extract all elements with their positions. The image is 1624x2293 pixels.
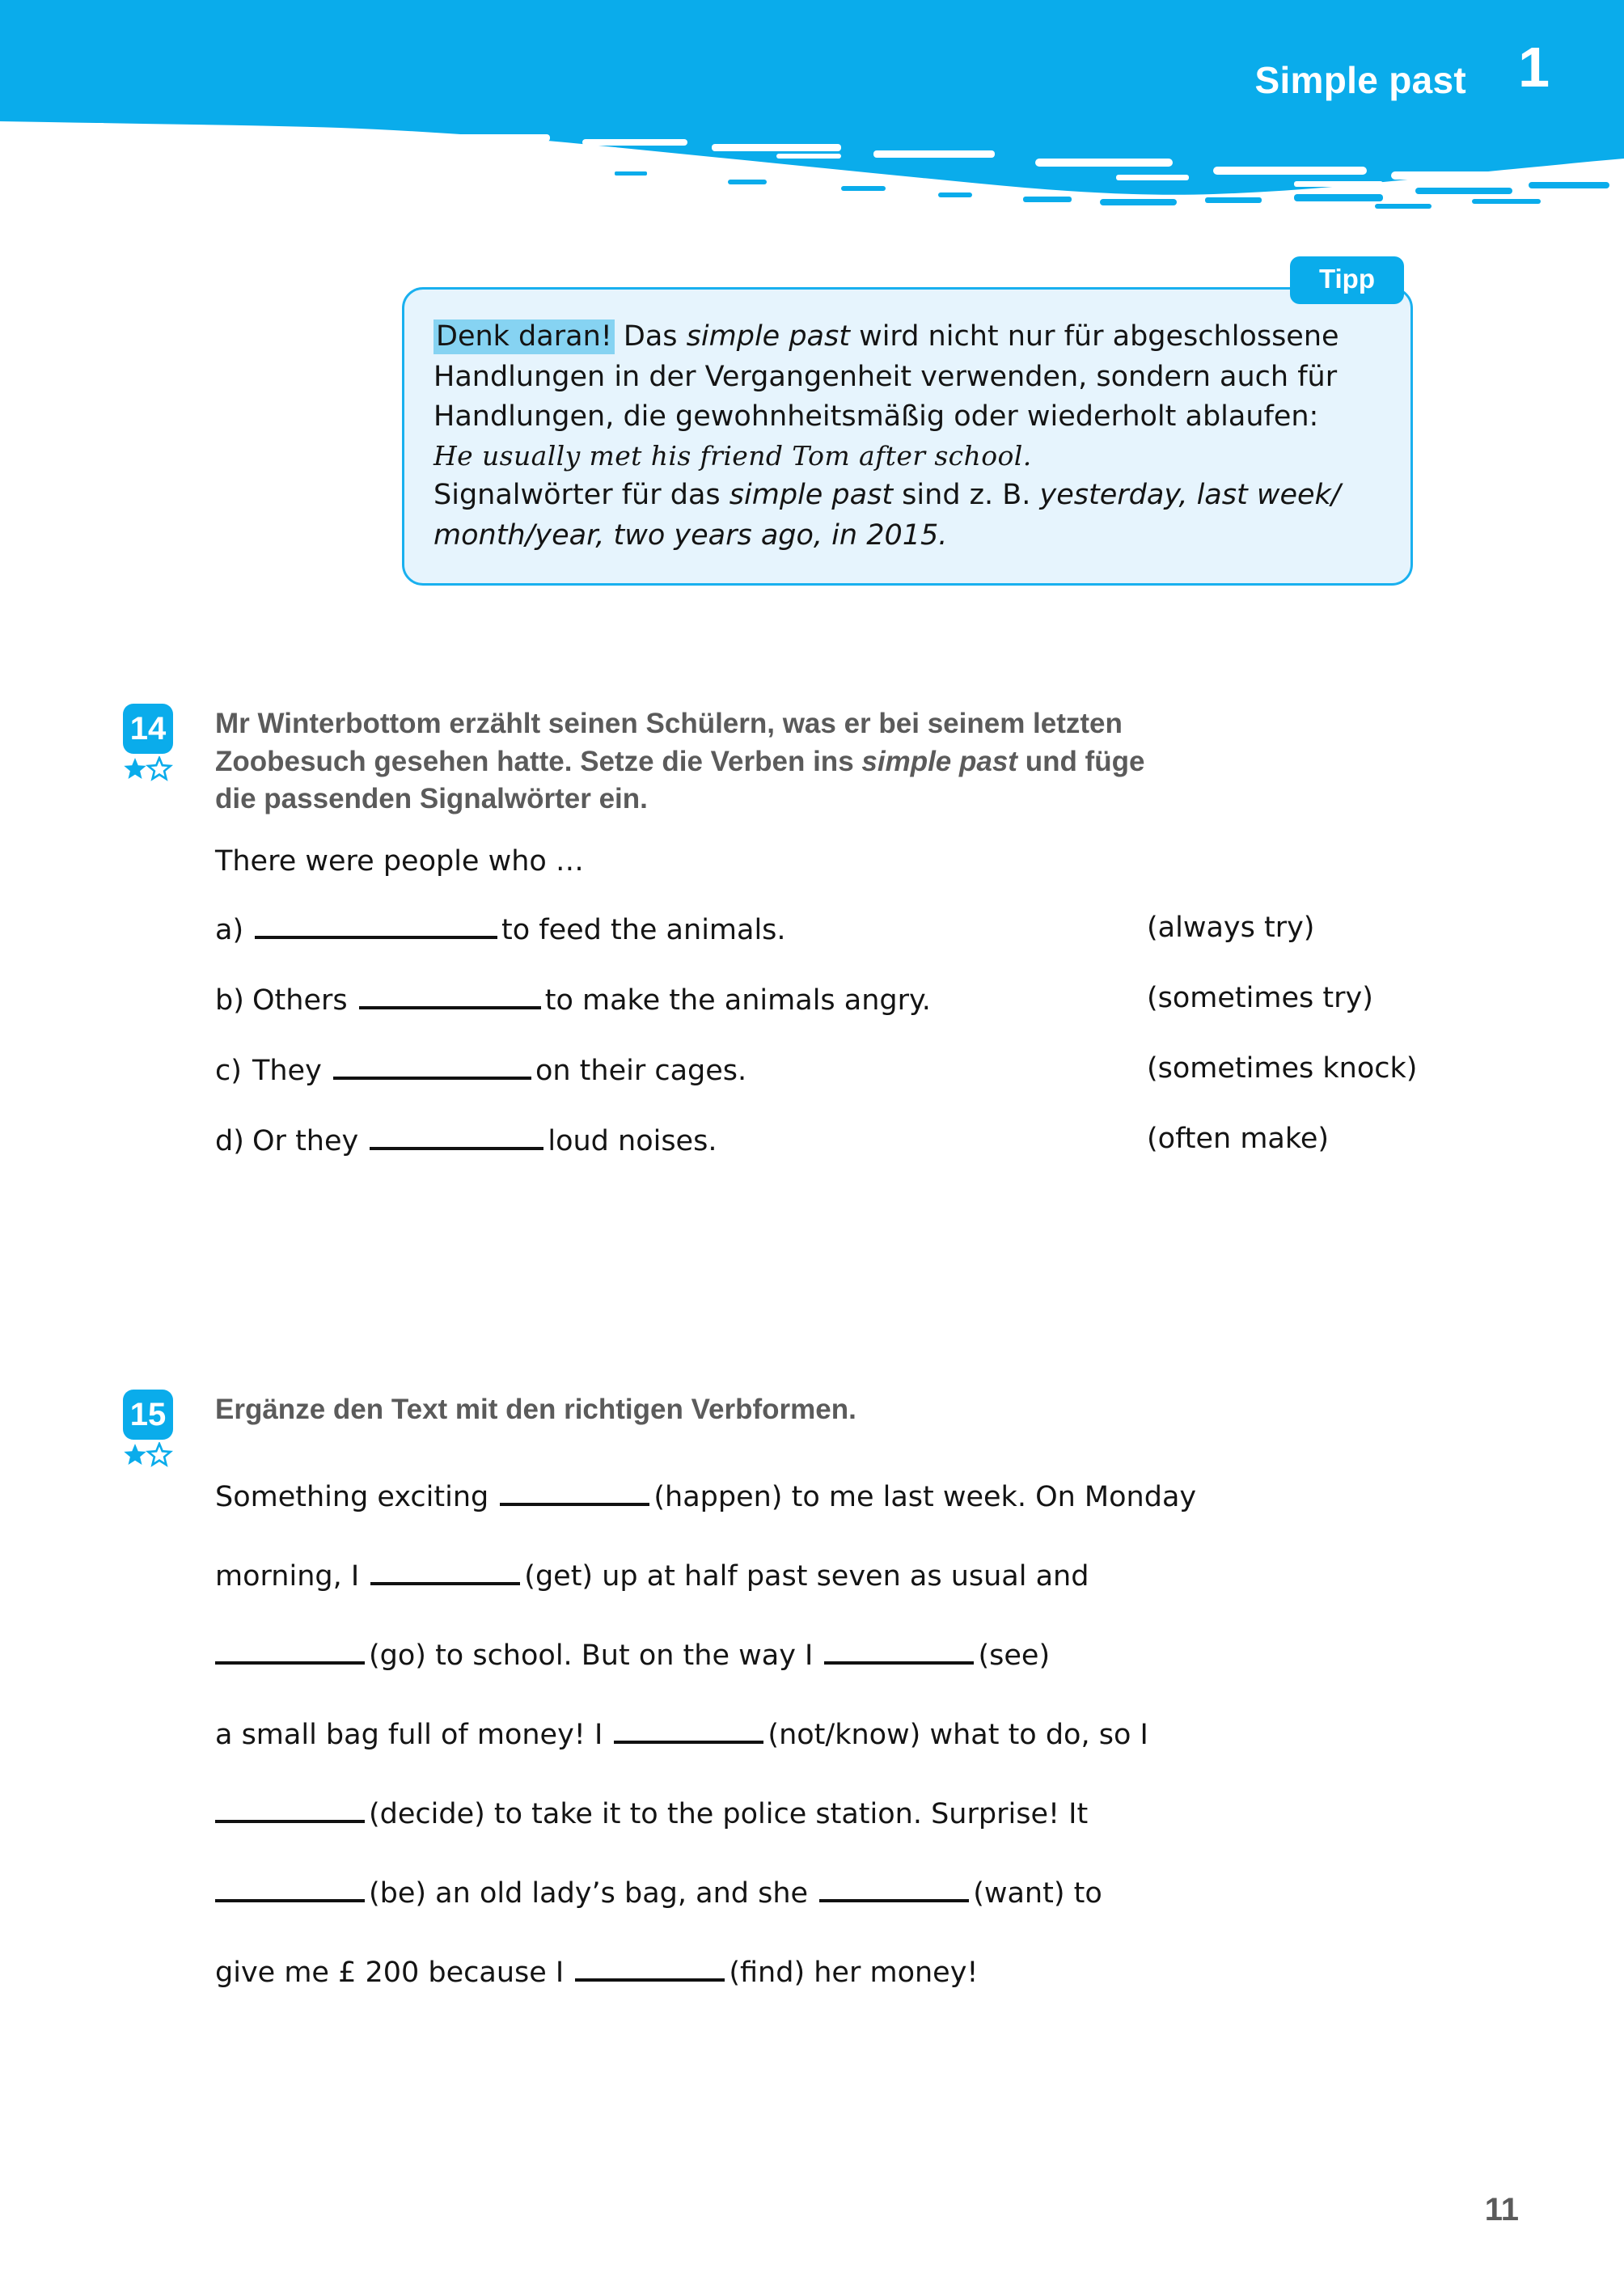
l2-s1: morning, I: [215, 1560, 369, 1593]
l7-blank-1[interactable]: [575, 1954, 725, 1982]
exercise-14-heading: [215, 705, 1364, 819]
tipp-l5-italic2: yesterday, last week/: [1039, 478, 1341, 511]
tipp-l5a: Signalwörter für das: [433, 478, 730, 511]
star-outline-icon: [148, 758, 170, 779]
ex14-h-italic: simple past: [861, 745, 1017, 777]
ex14-h-c: und füge: [1017, 745, 1145, 777]
exercise-15-number: 15: [123, 1390, 173, 1440]
exercise-15-difficulty-stars: [123, 1442, 173, 1468]
item-a-hint: (always try): [1147, 912, 1315, 944]
l7-s1: give me £ 200 because I: [215, 1957, 573, 1989]
l6-s2: (be) an old lady’s bag, and she: [369, 1877, 818, 1910]
l6-s4: (want) to: [973, 1877, 1102, 1910]
l3-s2: (go) to school. But on the way I: [369, 1639, 823, 1672]
l1-s3: (happen) to me last week. On Monday: [653, 1481, 1197, 1513]
tipp-line-1: [433, 317, 1378, 357]
exercise-14-body: [215, 845, 1428, 1175]
tipp-l5b: sind z. B.: [893, 478, 1040, 511]
exercise-15-line-3: [215, 1637, 1428, 1690]
item-d-label: d): [215, 1125, 244, 1157]
l2-s3: (get) up at half past seven as usual and: [524, 1560, 1089, 1593]
exercise-14-badge: [123, 704, 173, 782]
item-c-before: They: [252, 1055, 331, 1087]
l7-s3: (find) her money!: [729, 1957, 979, 1989]
exercise-14-heading-line3: die passenden Signalwörter ein.: [215, 783, 648, 815]
item-c-after: on their cages.: [535, 1055, 747, 1087]
item-c-label: c): [215, 1055, 242, 1087]
exercise-14-number: 14: [123, 704, 173, 754]
l1-s1: Something exciting: [215, 1481, 498, 1513]
item-a-blank[interactable]: [255, 912, 497, 939]
item-b-label: b): [215, 984, 244, 1017]
page-header: [0, 0, 1624, 218]
exercise-15-line-4: [215, 1716, 1428, 1770]
exercise-15-line-7: [215, 1954, 1428, 2007]
page-number: 11: [1484, 2192, 1519, 2227]
exercise-15-badge: [123, 1390, 173, 1468]
tipp-tab-label: Tipp: [1290, 256, 1404, 304]
star-filled-icon: [124, 1444, 146, 1465]
star-filled-icon: [124, 758, 146, 779]
tipp-line-2: Handlungen in der Vergangenheit verwenden, sondern auch für: [433, 360, 1338, 393]
page-title: Simple past: [1254, 59, 1466, 101]
tipp-l5-italic: simple past: [729, 478, 894, 511]
l5-blank-1[interactable]: [215, 1796, 365, 1823]
tipp-l1a: Das: [614, 320, 687, 353]
item-d-blank[interactable]: [370, 1123, 543, 1150]
ex14-h-b: Zoobesuch gesehen hatte. Setze die Verben ins: [215, 745, 862, 777]
l1-blank-1[interactable]: [500, 1479, 649, 1506]
exercise-14-item-b: [215, 982, 1428, 1034]
l6-blank-2[interactable]: [819, 1875, 969, 1902]
exercise-15-line-6: [215, 1875, 1428, 1928]
item-d-hint: (often make): [1147, 1123, 1330, 1155]
item-b-after: to make the animals angry.: [544, 984, 931, 1017]
tipp-line-3: Handlungen, die gewohnheitsmäßig oder wiederholt ablaufen:: [433, 400, 1319, 434]
item-d-after: loud noises.: [548, 1125, 717, 1157]
item-a-after: to feed the animals.: [501, 914, 786, 946]
chapter-number: 1: [1518, 36, 1550, 99]
star-outline-icon: [148, 1444, 170, 1465]
exercise-15-line-1: [215, 1479, 1428, 1532]
tipp-highlight: Denk daran!: [433, 319, 615, 354]
exercise-14-heading-line2: [215, 743, 1364, 781]
l2-blank-1[interactable]: [370, 1558, 520, 1585]
l6-blank-1[interactable]: [215, 1875, 365, 1902]
item-c-hint: (sometimes knock): [1147, 1052, 1418, 1085]
tipp-box-container: [402, 264, 1413, 586]
tipp-line-6: month/year, two years ago, in 2015.: [433, 518, 948, 552]
l3-blank-1[interactable]: [215, 1637, 365, 1665]
item-b-hint: (sometimes try): [1147, 982, 1373, 1014]
tipp-line-5: [433, 476, 1378, 516]
star-rating-icon: [123, 756, 173, 782]
tipp-box: [402, 287, 1413, 586]
exercise-15-body: [215, 1479, 1428, 2007]
item-d-before: Or they: [252, 1125, 368, 1157]
item-c-blank[interactable]: [333, 1052, 531, 1080]
exercise-14-difficulty-stars: [123, 756, 173, 782]
tipp-l1b: wird nicht nur für abgeschlossene: [849, 320, 1339, 353]
tipp-l1-italic: simple past: [686, 320, 850, 353]
exercise-14-item-c: [215, 1052, 1428, 1105]
item-b-blank[interactable]: [359, 982, 541, 1009]
star-rating-icon: [123, 1442, 173, 1468]
l4-blank-1[interactable]: [614, 1716, 763, 1744]
l5-s2: (decide) to take it to the police station. Surprise! It: [369, 1798, 1089, 1830]
item-a-label: a): [215, 914, 244, 946]
exercise-14-item-d: [215, 1123, 1428, 1175]
l3-blank-2[interactable]: [824, 1637, 974, 1665]
tipp-example-sentence: He usually met his friend Tom after school.: [433, 440, 1032, 472]
exercise-15-line-2: [215, 1558, 1428, 1611]
exercise-15-line-5: [215, 1796, 1428, 1849]
header-brush-band: [0, 0, 1624, 218]
l4-s3: (not/know) what to do, so I: [768, 1719, 1148, 1751]
item-b-before: Others: [252, 984, 357, 1017]
exercise-15-heading: Ergänze den Text mit den richtigen Verbformen.: [215, 1394, 856, 1425]
exercise-14-item-a: [215, 912, 1428, 964]
exercise-14-intro: There were people who …: [215, 845, 584, 878]
l4-s1: a small bag full of money! I: [215, 1719, 612, 1751]
l3-s4: (see): [978, 1639, 1051, 1672]
exercise-14-heading-line1: Mr Winterbottom erzählt seinen Schülern, was er bei seinem letzten: [215, 708, 1123, 739]
